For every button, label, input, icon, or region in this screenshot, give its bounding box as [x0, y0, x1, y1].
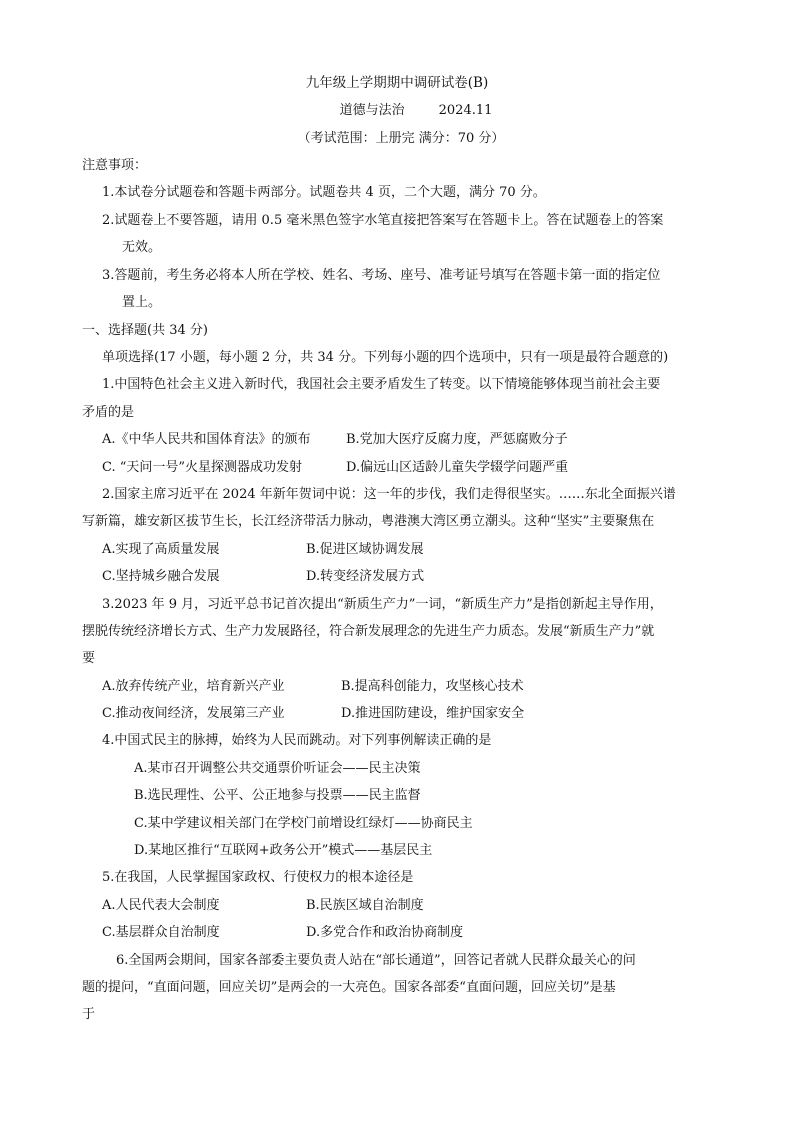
subject-line — [0, 102, 794, 120]
q5-option-c: C.基层群众自治制度 — [102, 925, 220, 940]
q1-option-a: A.《中华人民共和国体育法》的颁布 — [102, 432, 311, 447]
q3-stem: 3.2023 年 9 月，习近平总书记首次提出“新质生产力”一词，“新质生产力”是指创新起主导作用， — [102, 597, 663, 612]
q3-option-d: D.推进国防建设，维护国家安全 — [341, 706, 525, 721]
exam-title: 九年级上学期期中调研试卷(B) — [305, 75, 489, 91]
q3-option-c: C.推动夜间经济，发展第三产业 — [102, 706, 285, 721]
notice-item-2-cont: 无效。 — [122, 240, 162, 255]
section-instruction: 单项选择(17 小题，每小题 2 分，共 34 分。下列每小题的四个选项中，只有一项是最符合题意的) — [102, 350, 669, 365]
q5-option-b: B.民族区域自治制度 — [306, 898, 424, 913]
q2-option-a: A.实现了高质量发展 — [102, 542, 220, 557]
q2-option-b: B.促进区域协调发展 — [306, 542, 424, 557]
q5-option-d: D.多党合作和政治协商制度 — [306, 925, 464, 940]
q3-stem-end: 要 — [82, 651, 96, 666]
subject-name: 道德与法治 — [339, 103, 405, 118]
q4-option-c: C.某中学建议相关部门在学校门前增设红绿灯——协商民主 — [134, 816, 473, 831]
q3-option-b: B.提高科创能力，攻坚核心技术 — [341, 679, 524, 694]
q1-option-b: B.党加大医疗反腐力度，严惩腐败分子 — [346, 432, 568, 447]
q2-stem: 2.国家主席习近平在 2024 年新年贺词中说：这一年的步伐，我们走得很坚实。……东北全面振兴谱 — [102, 487, 676, 502]
q6-stem: 6.全国两会期间，国家各部委主要负责人站在“部长通道”，回答记者就人民群众最关心的问 — [116, 953, 636, 968]
q6-stem-cont: 题的提问，“直面问题，回应关切”是两会的一大亮色。国家各部委“直面问题，回应关切”是基 — [82, 980, 616, 995]
q2-option-c: C.坚持城乡融合发展 — [102, 569, 220, 584]
q1-stem-cont: 矛盾的是 — [82, 405, 135, 420]
notice-item-1: 1.本试卷分试题卷和答题卡两部分。试题卷共 4 页，二个大题，满分 70 分。 — [102, 185, 546, 200]
q5-option-a: A.人民代表大会制度 — [102, 898, 220, 913]
q1-option-c: C. “天问一号”火星探测器成功发射 — [102, 460, 303, 475]
q4-option-b: B.选民理性、公平、公正地参与投票——民主监督 — [134, 788, 421, 803]
q3-option-a: A.放弃传统产业，培育新兴产业 — [102, 679, 285, 694]
q1-option-d: D.偏远山区适龄儿童失学辍学问题严重 — [346, 460, 569, 475]
q3-stem-cont: 摆脱传统经济增长方式、生产力发展路径，符合新发展理念的先进生产力质态。发展“新质生产力”就 — [82, 624, 655, 639]
notice-item-3-cont: 置上。 — [122, 295, 162, 310]
section-heading: 一、选择题(共 34 分) — [82, 323, 208, 338]
q2-option-d: D.转变经济发展方式 — [306, 569, 425, 584]
notice-heading: 注意事项： — [82, 158, 148, 173]
notice-item-2: 2.试题卷上不要答题，请用 0.5 毫米黑色签字水笔直接把答案写在答题卡上。答在试题卷上的答案 — [102, 213, 664, 228]
notice-item-3: 3.答题前，考生务必将本人所在学校、姓名、考场、座号、准考证号填写在答题卡第一面的指定位 — [102, 268, 661, 283]
q1-stem: 1.中国特色社会主义进入新时代，我国社会主要矛盾发生了转变。以下情境能够体现当前社会主要 — [102, 377, 661, 392]
q2-stem-cont: 写新篇，雄安新区拔节生长，长江经济带活力脉动，粤港澳大湾区勇立潮头。这种“坚实”主要聚焦在 — [82, 514, 655, 529]
exam-date: 2024.11 — [438, 103, 493, 118]
q6-stem-end: 于 — [82, 1007, 96, 1022]
q4-option-d: D.某地区推行“互联网+政务公开”模式——基层民主 — [134, 843, 433, 858]
q5-stem: 5.在我国，人民掌握国家政权、行使权力的根本途径是 — [102, 870, 414, 885]
q4-stem: 4.中国式民主的脉搏，始终为人民而跳动。对下列事例解读正确的是 — [102, 733, 492, 748]
exam-scope: （考试范围：上册完 满分：70 分） — [297, 131, 505, 146]
q4-option-a: A.某市召开调整公共交通票价听证会——民主决策 — [134, 761, 421, 776]
